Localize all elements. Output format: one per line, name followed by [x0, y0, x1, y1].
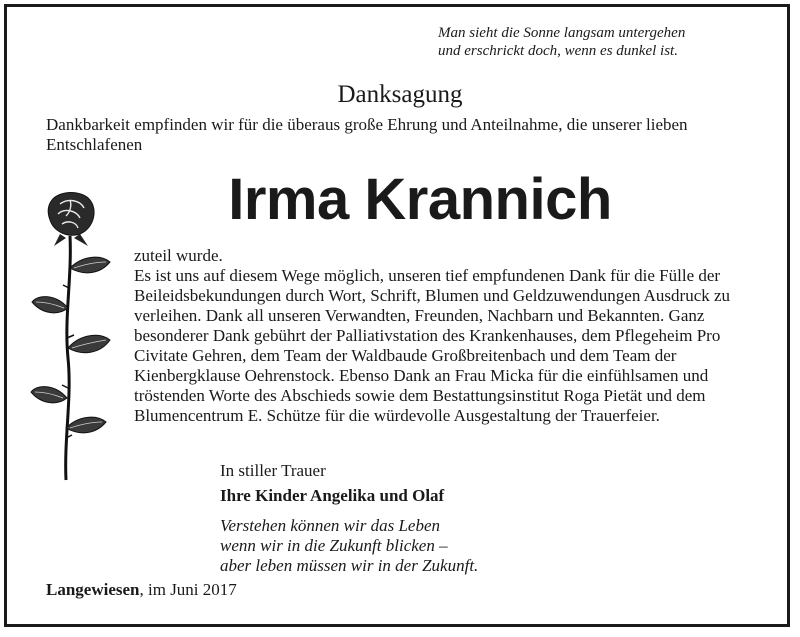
- place-date-text: , im Juni 2017: [139, 580, 237, 599]
- heading: Danksagung: [337, 81, 463, 108]
- signature-line-1: In stiller Trauer: [220, 461, 326, 480]
- rose-icon: [30, 188, 120, 488]
- signature-line-2: Ihre Kinder Angelika und Olaf: [220, 486, 445, 505]
- place-date: [46, 580, 446, 600]
- motto-line-2: und erschrickt doch, wenn es dunkel ist.: [438, 43, 678, 59]
- signature-block: [220, 458, 620, 508]
- closing-poem: [220, 516, 620, 576]
- poem-line-3: aber leben müssen wir in der Zukunft.: [220, 556, 479, 575]
- place-town: Langewiesen: [46, 580, 140, 599]
- deceased-name: Irma Krannich: [228, 167, 612, 232]
- body-paragraph: Es ist uns auf diesem Wege möglich, unseren tief empfundenen Dank für die Fülle der Beileidsbekundungen durch Wort, Schrift, Blumen und Geldzuwendungen Ausdruck zu verleihen. Dank all unseren Verwandten, Freunden, Nachbarn und Bekannten. Ganz besonderer Dank gebührt der Palliativstation des Krankenhauses, dem Pflegeheim Pro Civitate Gehren, dem Team der Waldbaude Großbreitenbach und dem Team der Kienbergklause Oehrenstock. Ebenso Dank an Frau Micka für die einfühlsamen und tröstenden Worte des Abschieds sowie dem Bestattungsinstitut Roga Pietät und dem Blumencentrum E. Schütze für die würdevolle Ausgestaltung der Trauerfeier.: [134, 266, 731, 425]
- intro-text: Dankbarkeit empfinden wir für die überaus große Ehrung und Anteilnahme, die unserer lieben Entschlafenen: [46, 115, 688, 154]
- body-first-line: zuteil wurde.: [134, 246, 223, 265]
- body-text: [134, 246, 774, 426]
- motto-quote: [438, 24, 758, 60]
- poem-line-2: wenn wir in die Zukunft blicken –: [220, 536, 448, 555]
- poem-line-1: Verstehen können wir das Leben: [220, 516, 441, 535]
- motto-line-1: Man sieht die Sonne langsam untergehen: [438, 25, 686, 41]
